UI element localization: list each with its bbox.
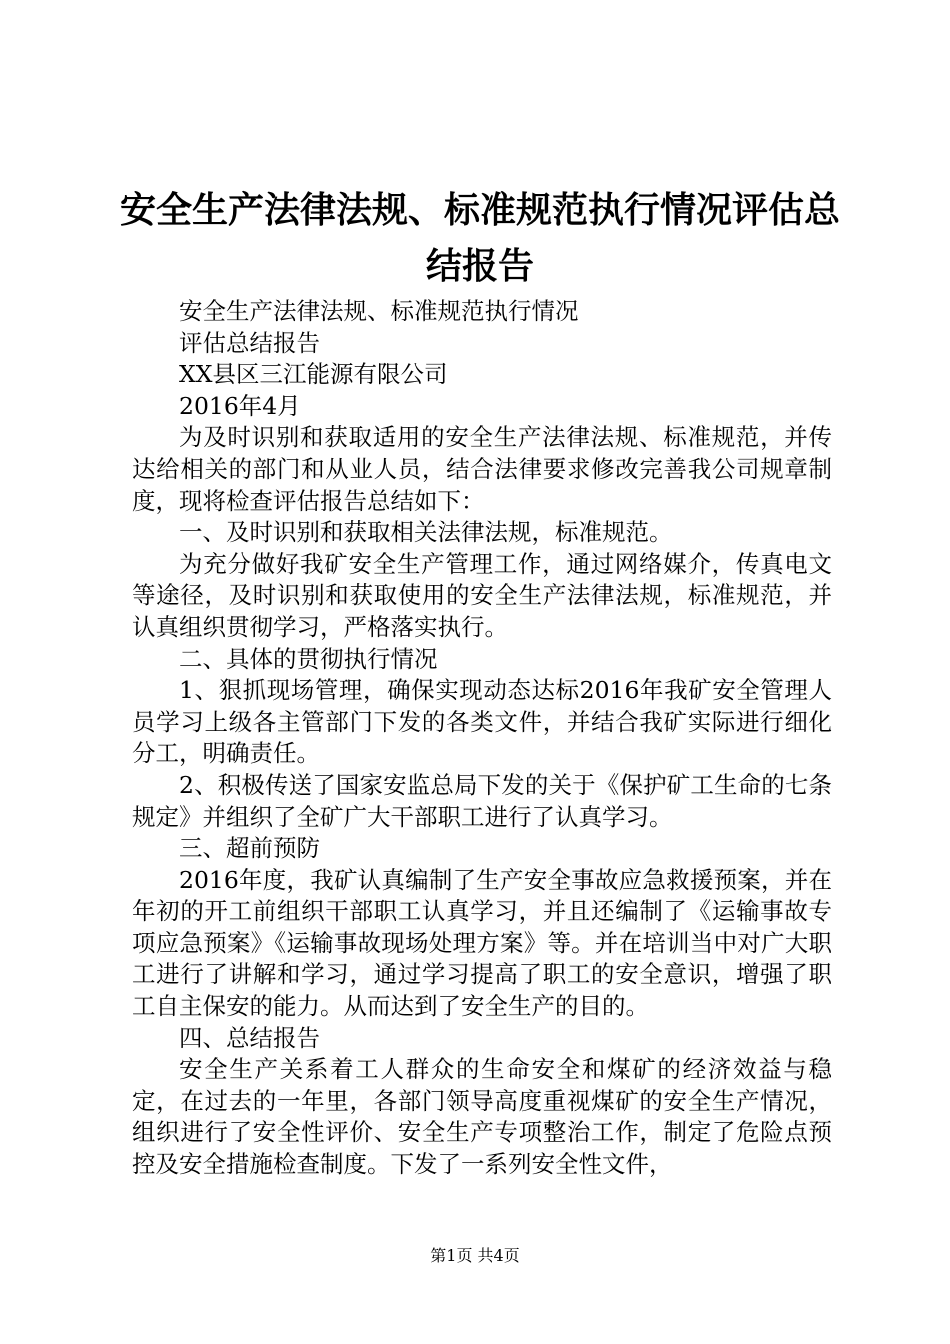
paragraph: 2016年4月 — [179, 391, 301, 420]
paragraph: 三、超前预防 — [179, 834, 320, 863]
paragraph: 2016年度，我矿认真编制了生产安全事故应急救援预案，并在年初的开工前组织干部职工认真学习，并且还编制了《运输事故专项应急预案》《运输事故现场处理方案》等。并在培训当中对广大职工进行了讲解和学习，通过学习提高了职工的安全意识，增强了职工自主保安的能力。从而达到了安全生产的目的。 — [132, 865, 832, 1021]
document-body — [132, 296, 832, 1181]
page-footer: 第1页 共4页 — [430, 1246, 520, 1265]
paragraph: 评估总结报告 — [179, 328, 320, 357]
paragraph: 一、及时识别和获取相关法律法规，标准规范。 — [179, 518, 673, 547]
paragraph: 1、狠抓现场管理，确保实现动态达标2016年我矿安全管理人员学习上级各主管部门下发的各类文件，并结合我矿实际进行细化分工，明确责任。 — [132, 676, 832, 768]
paragraph: 四、总结报告 — [179, 1023, 320, 1052]
paragraph: 为及时识别和获取适用的安全生产法律法规、标准规范，并传达给相关的部门和从业人员，结合法律要求修改完善我公司规章制度，现将检查评估报告总结如下： — [132, 423, 832, 515]
paragraph: 安全生产法律法规、标准规范执行情况 — [179, 297, 579, 325]
paragraph: 安全生产关系着工人群众的生命安全和煤矿的经济效益与稳定，在过去的一年里，各部门领导高度重视煤矿的安全生产情况，组织进行了安全性评价、安全生产专项整治工作，制定了危险点预控及安全措施检查制度。下发了一系列安全性文件， — [132, 1055, 832, 1179]
paragraph: 二、具体的贯彻执行情况 — [179, 644, 438, 673]
title-line-1: 安全生产法律法规、标准规范执行情况评估总 — [120, 190, 841, 231]
title-line-2: 结报告 — [425, 246, 534, 287]
paragraph: XX县区三江能源有限公司 — [179, 360, 448, 389]
paragraph: 2、积极传送了国家安监总局下发的关于《保护矿工生命的七条规定》并组织了全矿广大干部职工进行了认真学习。 — [132, 770, 832, 831]
document-title — [120, 183, 840, 295]
paragraph: 为充分做好我矿安全生产管理工作，通过网络媒介，传真电文等途径，及时识别和获取使用的安全生产法律法规，标准规范，并认真组织贯彻学习，严格落实执行。 — [132, 549, 832, 641]
